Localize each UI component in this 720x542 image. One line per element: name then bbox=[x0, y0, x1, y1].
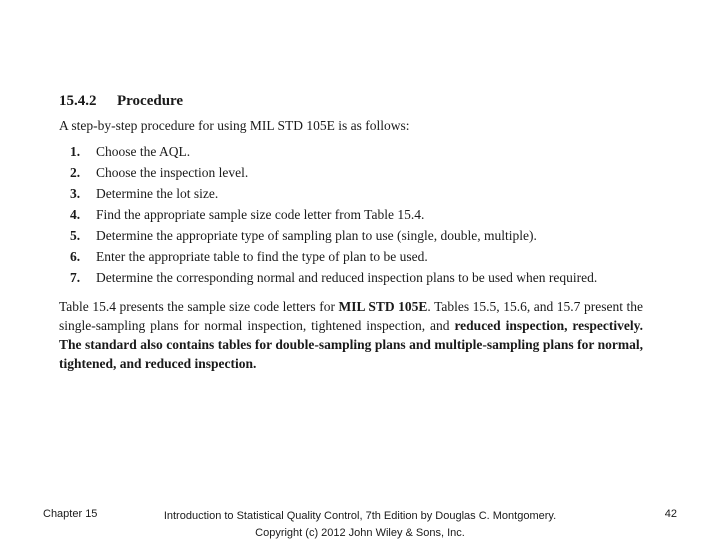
step-text: Determine the appropriate type of sampling plan to use (single, double, multiple). bbox=[96, 228, 537, 243]
footer-page-number: 42 bbox=[664, 508, 677, 520]
step-text: Choose the AQL. bbox=[96, 144, 191, 159]
step-item bbox=[59, 143, 643, 161]
step-number: 6. bbox=[70, 249, 81, 264]
step-text: Find the appropriate sample size code letter from Table 15.4. bbox=[96, 207, 425, 222]
intro-text: A step-by-step procedure for using MIL STD 105E is as follows: bbox=[59, 118, 410, 133]
step-item bbox=[59, 227, 643, 245]
section-number: 15.4.2 bbox=[59, 93, 97, 109]
step-number: 2. bbox=[70, 165, 81, 180]
summary-bold-2: reduced inspection, respectively. The standard also contains tables for double-sampling plans and multiple-sampling plans for normal, tightened, and reduced inspection. bbox=[59, 318, 643, 371]
summary-part-1: Table 15.4 presents the sample size code letters for bbox=[59, 299, 339, 314]
section-heading bbox=[59, 93, 643, 110]
step-number: 5. bbox=[70, 228, 81, 243]
step-text: Determine the lot size. bbox=[96, 186, 219, 201]
step-item bbox=[59, 206, 643, 224]
footer-chapter: Chapter 15 bbox=[43, 508, 98, 520]
step-number: 3. bbox=[70, 186, 81, 201]
footer-citation-line-2: Copyright (c) 2012 John Wiley & Sons, Inc. bbox=[255, 527, 465, 539]
step-text: Enter the appropriate table to find the type of plan to be used. bbox=[96, 249, 428, 264]
step-number: 1. bbox=[70, 144, 81, 159]
step-number: 4. bbox=[70, 207, 81, 222]
step-item bbox=[59, 248, 643, 266]
step-number: 7. bbox=[70, 270, 81, 285]
content-area bbox=[59, 93, 643, 373]
summary-paragraph bbox=[59, 297, 643, 373]
summary-bold-1: MIL STD 105E bbox=[338, 299, 428, 314]
section-title: Procedure bbox=[117, 93, 184, 109]
step-item bbox=[59, 269, 643, 287]
footer-citation-line-1: Introduction to Statistical Quality Control, 7th Edition by Douglas C. Montgomery. bbox=[163, 510, 557, 522]
step-text: Determine the corresponding normal and reduced inspection plans to be used when required. bbox=[96, 270, 598, 285]
step-item bbox=[59, 164, 643, 182]
step-item bbox=[59, 185, 643, 203]
summary-part-2: . Tables 15.5, 15.6, and 15.7 present the single-sampling plans for normal inspection, tightened inspection, and bbox=[59, 299, 643, 333]
step-text: Choose the inspection level. bbox=[96, 165, 249, 180]
footer-citation bbox=[140, 508, 580, 542]
procedure-steps bbox=[59, 143, 643, 287]
